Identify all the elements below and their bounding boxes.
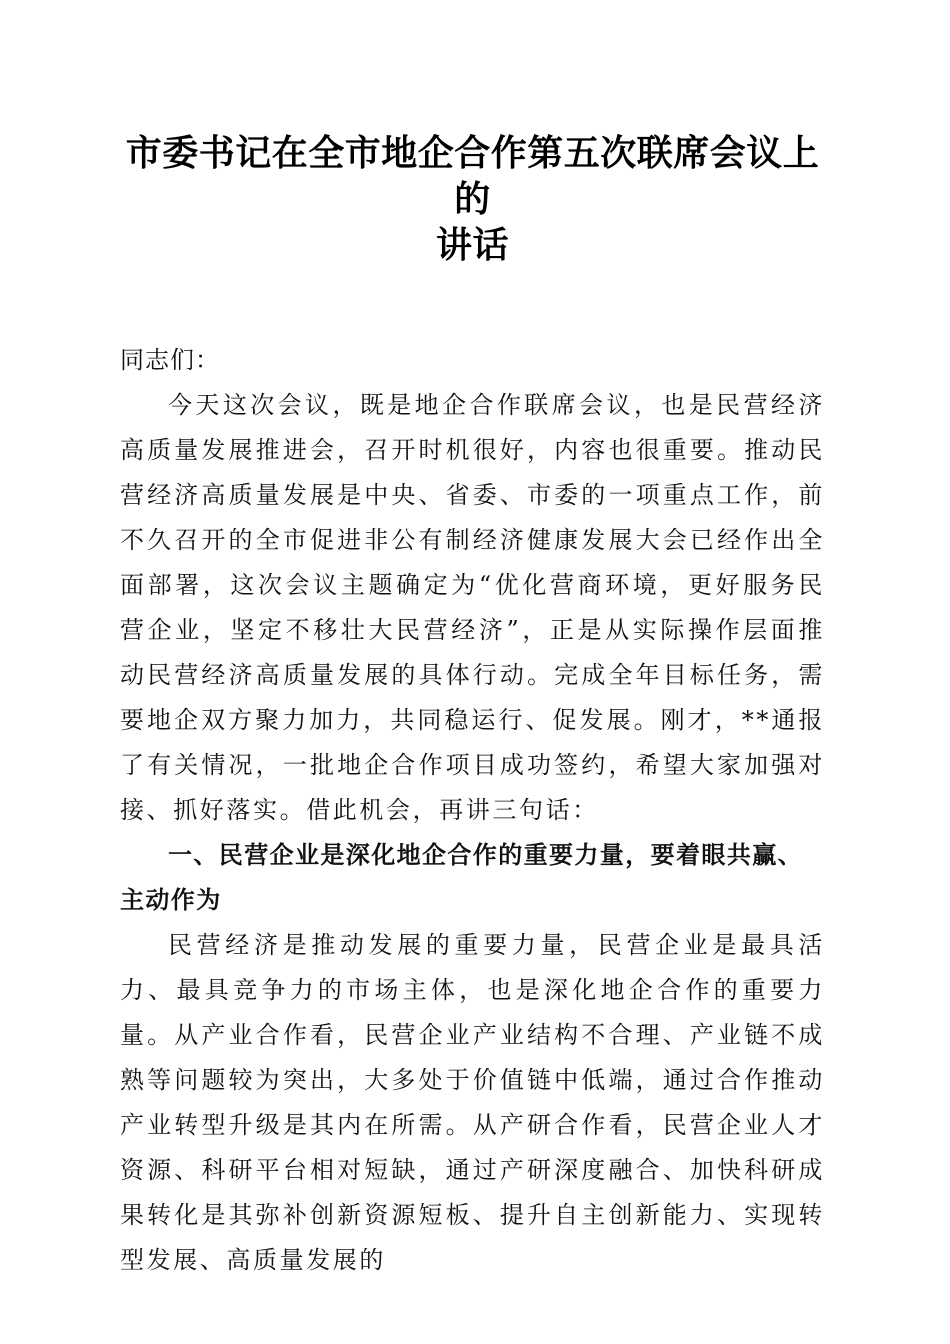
section-1-heading: 一、民营企业是深化地企合作的重要力量，要着眼共赢、主动作为	[120, 841, 803, 914]
document-title	[120, 130, 825, 268]
opening-paragraph: 今天这次会议，既是地企合作联席会议，也是民营经济高质量发展推进会，召开时机很好，内容也很重要。推动民营经济高质量发展是中央、省委、市委的一项重点工作，前不久召开的全市促进非公有制经济健康发展大会已经作出全面部署，这次会议主题确定为“优化营商环境，更好服务民营企业，坚定不移壮大民营经济”，正是从实际操作层面推动民营经济高质量发展的具体行动。完成全年目标任务，需要地企双方聚力加力，共同稳运行、促发展。刚才，**通报了有关情况，一批地企合作项目成功签约，希望大家加强对接、抓好落实。借此机会，再讲三句话：	[120, 391, 825, 824]
title-line-2: 讲话	[435, 224, 509, 266]
title-line-1: 市委书记在全市地企合作第五次联席会议上的	[125, 132, 820, 220]
salutation: 同志们：	[120, 346, 220, 374]
document-page	[120, 130, 825, 1283]
section-1-paragraph: 民营经济是推动发展的重要力量，民营企业是最具活力、最具竞争力的市场主体，也是深化地企合作的重要力量。从产业合作看，民营企业产业结构不合理、产业链不成熟等问题较为突出，大多处于价值链中低端，通过合作推动产业转型升级是其内在所需。从产研合作看，民营企业人才资源、科研平台相对短缺，通过产研深度融合、加快科研成果转化是其弥补创新资源短板、提升自主创新能力、实现转型发展、高质量发展的	[120, 931, 825, 1274]
